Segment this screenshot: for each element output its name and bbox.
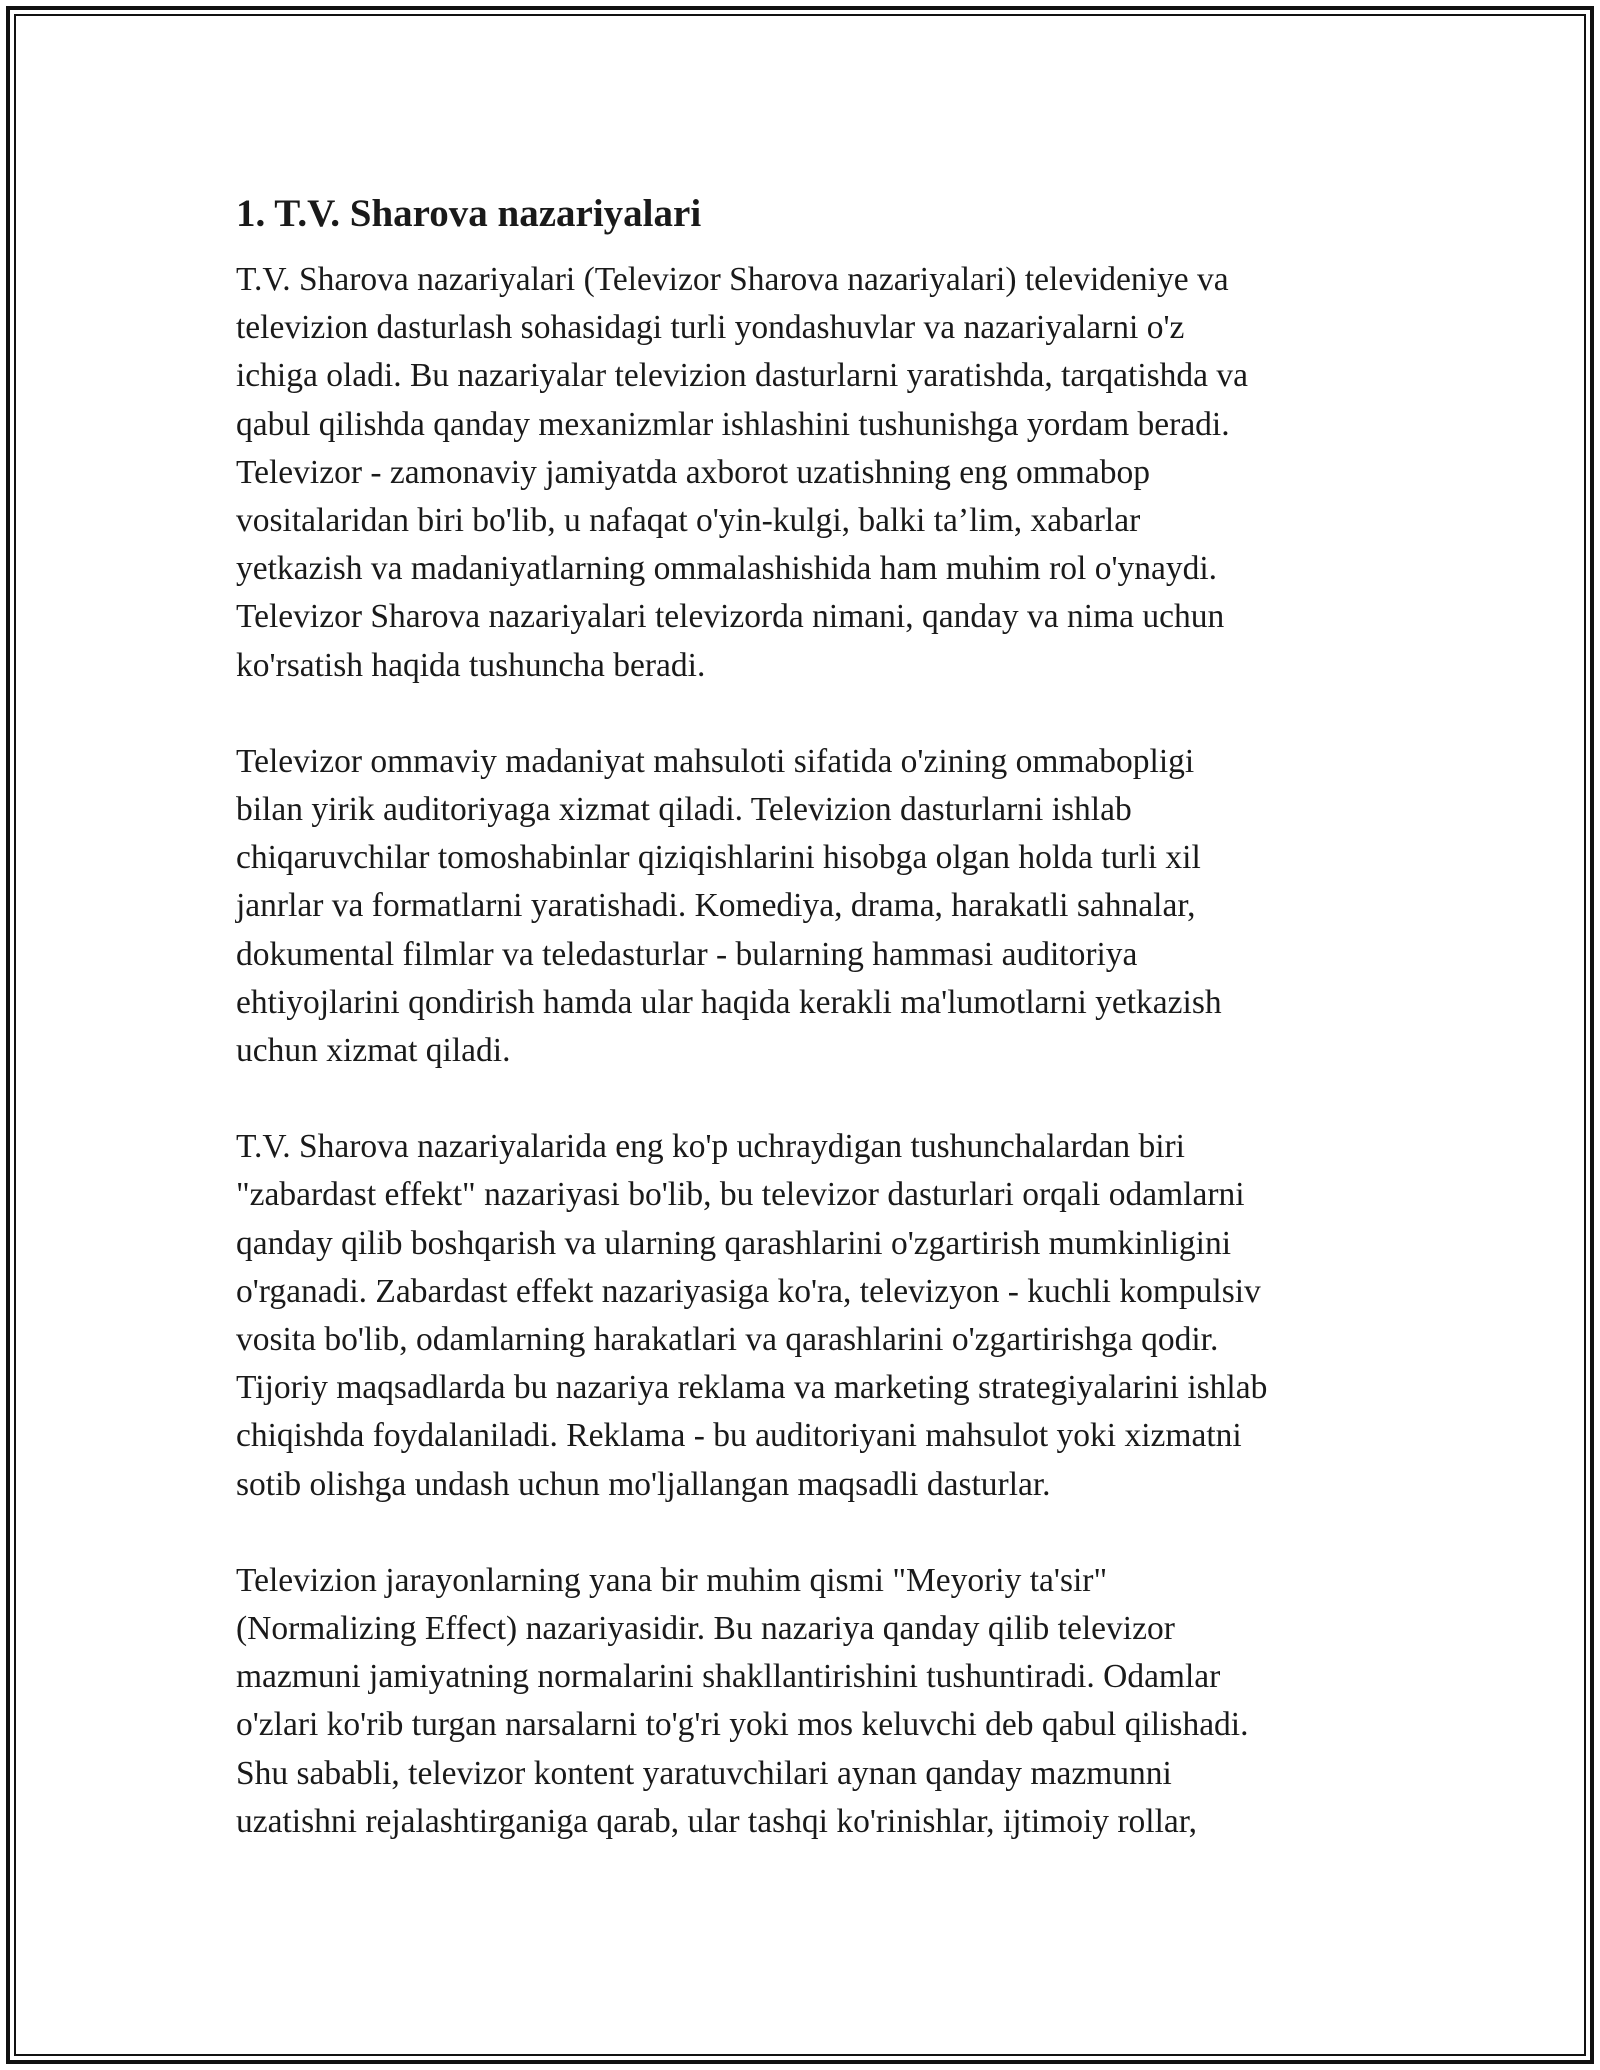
paragraph-line: janrlar va formatlarni yaratishadi. Komediya, drama, harakatli sahnalar, [236,887,1196,925]
paragraph-line: yetkazish va madaniyatlarning ommalashishida ham muhim rol o'ynaydi. [236,550,1218,588]
paragraph-line: uzatishni rejalashtirganiga qarab, ular tashqi ko'rinishlar, ijtimoiy rollar, [236,1802,1197,1840]
paragraph-line: uchun xizmat qiladi. [236,1032,511,1070]
paragraph-line: o'zlari ko'rib turgan narsalarni to'g'ri yoki mos keluvchi deb qabul qilishadi. [236,1706,1249,1744]
paragraph-line: mazmuni jamiyatning normalarini shakllantirishini tushuntiradi. Odamlar [236,1658,1221,1696]
paragraph-line: chiqaruvchilar tomoshabinlar qiziqishlarini hisobga olgan holda turli xil [236,839,1201,877]
paragraph-line: Tijoriy maqsadlarda bu nazariya reklama va marketing strategiyalarini ishlab [236,1369,1268,1407]
paragraph-line: Shu sababli, televizor kontent yaratuvchilari aynan qanday mazmunni [236,1754,1172,1792]
paragraph-1 [236,256,1386,690]
paragraph-3 [236,1123,1386,1509]
document-body [236,186,1386,1894]
paragraph-line: chiqishda foydalaniladi. Reklama - bu auditoriyani mahsulot yoki xizmatni [236,1417,1242,1455]
paragraph-line: Televizor ommaviy madaniyat mahsuloti sifatida o'zining ommabopligi [236,742,1195,780]
paragraph-line: vosita bo'lib, odamlarning harakatlari va qarashlarini o'zgartirishga qodir. [236,1321,1219,1359]
paragraph-line: T.V. Sharova nazariyalari (Televizor Sharova nazariyalari) televideniye va [236,261,1229,298]
paragraph-line: qanday qilib boshqarish va ularning qarashlarini o'zgartirish mumkinligini [236,1224,1232,1262]
paragraph-line: sotib olishga undash uchun mo'ljallangan maqsadli dasturlar. [236,1465,1051,1503]
paragraph-line: ehtiyojlarini qondirish hamda ular haqida kerakli ma'lumotlarni yetkazish [236,983,1222,1021]
paragraph-line: ichiga oladi. Bu nazariyalar televizion dasturlarni yaratishda, tarqatishda va [236,357,1249,395]
paragraph-line: ko'rsatish haqida tushuncha beradi. [236,646,706,684]
section-heading: 1. T.V. Sharova nazariyalari [236,192,702,235]
paragraph-4 [236,1557,1386,1846]
paragraph-line: Televizor - zamonaviy jamiyatda axborot uzatishning eng ommabop [236,453,1150,491]
paragraph-line: T.V. Sharova nazariyalarida eng ko'p uchraydigan tushunchalardan biri [236,1128,1185,1166]
paragraph-line: vositalaridan biri bo'lib, u nafaqat o'yin-kulgi, balki ta’lim, xabarlar [236,502,1141,540]
paragraph-line: Televizor Sharova nazariyalari televizorda nimani, qanday va nima uchun [236,598,1225,636]
paragraph-2 [236,738,1386,1075]
paragraph-line: "zabardast effekt" nazariyasi bo'lib, bu televizor dasturlari orqali odamlarni [236,1176,1245,1214]
paragraph-line: (Normalizing Effect) nazariyasidir. Bu nazariya qanday qilib televizor [236,1610,1175,1648]
paragraph-line: bilan yirik auditoriyaga xizmat qiladi. Televizion dasturlarni ishlab [236,791,1132,829]
paragraph-line: o'rganadi. Zabardast effekt nazariyasiga ko'ra, televizyon - kuchli kompulsiv [236,1272,1261,1310]
paragraph-line: televizion dasturlash sohasidagi turli yondashuvlar va nazariyalarni o'z [236,309,1185,347]
paragraph-line: qabul qilishda qanday mexanizmlar ishlashini tushunishga yordam beradi. [236,405,1230,443]
paragraph-line: dokumental filmlar va teledasturlar - bularning hammasi auditoriya [236,935,1138,973]
paragraph-line: Televizion jarayonlarning yana bir muhim qismi "Meyoriy ta'sir" [236,1561,1108,1599]
